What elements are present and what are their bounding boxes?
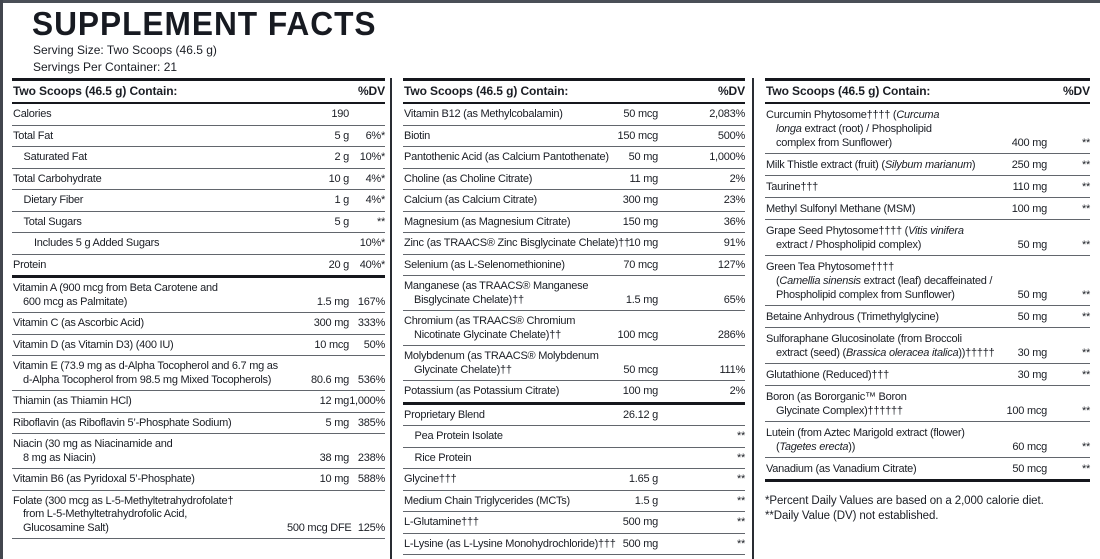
nutrient-dv: 10%* [359, 151, 385, 163]
nutrient-dv: ** [1081, 158, 1090, 171]
nutrient-dv: 2,083% [709, 108, 745, 120]
nutrient-amount: 50 mcg [623, 108, 658, 120]
nutrient-row [12, 104, 385, 126]
nutrient-row [12, 469, 385, 491]
nutrient-amount: 11 mg [629, 172, 658, 185]
column-header [403, 78, 745, 104]
nutrient-row [403, 255, 745, 277]
nutrient-name: Grape Seed Phytosome†††† (Vitis vinifera extract / Phospholipid complex) [766, 225, 964, 251]
nutrient-row [765, 104, 1090, 154]
nutrient-name: Selenium (as L-Selenomethionine) [404, 258, 565, 271]
nutrient-amount: 26.12 g [623, 408, 658, 421]
nutrient-amount: 150 mg [622, 215, 658, 228]
nutrient-amount: 50 mcg [1012, 462, 1047, 475]
nutrient-dv: 385% [357, 416, 385, 429]
nutrient-name: Chromium (as TRAACS® Chromium Nicotinate Glycinate Chelate)†† [404, 315, 576, 341]
nutrient-name: Medium Chain Triglycerides (MCTs) [404, 494, 570, 507]
nutrient-row [765, 198, 1090, 220]
nutrient-row [12, 278, 385, 313]
nutrient-dv: 4%* [365, 194, 385, 206]
nutrient-amount: 190 [331, 108, 349, 120]
nutrient-amount: 1.5 g [634, 494, 658, 507]
nutrient-row [403, 126, 745, 148]
nutrient-dv: ** [1081, 238, 1090, 251]
nutrient-name: Milk Thistle extract (fruit) (Silybum marianum) [766, 159, 976, 171]
nutrient-name: Vanadium (as Vanadium Citrate) [766, 463, 917, 475]
nutrient-amount: 100 mcg [617, 328, 658, 341]
nutrient-amount: 5 g [334, 215, 349, 228]
nutrient-name: L-Glutamine††† [404, 516, 479, 528]
nutrient-name: Taurine††† [766, 181, 818, 193]
nutrient-dv: 1,000% [709, 151, 745, 163]
nutrient-row [12, 255, 385, 279]
nutrient-row [765, 176, 1090, 198]
nutrient-row [12, 126, 385, 148]
nutrient-dv: ** [736, 451, 745, 464]
nutrient-amount: 80.6 mg [311, 373, 349, 386]
footnotes [765, 494, 1090, 524]
nutrient-name: Saturated Fat [23, 151, 87, 163]
dv-label: %DV [1062, 84, 1090, 98]
nutrient-dv: 50% [363, 338, 385, 351]
nutrient-dv: 500% [717, 129, 745, 142]
nutrient-dv: 65% [723, 293, 745, 306]
nutrient-amount: 500 mg [622, 516, 658, 528]
nutrient-dv: 2% [729, 172, 745, 185]
nutrient-amount: 50 mg [1017, 288, 1047, 301]
nutrient-name: Riboflavin (as Riboflavin 5’-Phosphate Sodium) [13, 416, 232, 429]
nutrient-amount: 30 mg [1017, 368, 1047, 381]
nutrient-dv: 4%* [365, 172, 385, 185]
nutrient-dv: ** [1081, 404, 1090, 417]
nutrient-dv: 2% [729, 385, 745, 397]
nutrient-amount: 400 mg [1011, 136, 1047, 149]
footnote-dv-basis: *Percent Daily Values are based on a 2,000 calorie diet. [765, 495, 1044, 507]
nutrient-row [12, 491, 385, 540]
nutrient-name: Niacin (30 mg as Niacinamide and 8 mg as Niacin) [13, 438, 173, 464]
nutrient-amount: 10 mcg [314, 338, 349, 351]
nutrient-amount: 50 mg [628, 151, 658, 163]
nutrient-name: L-Lysine (as L-Lysine Monohydrochloride)††† [404, 537, 616, 550]
nutrient-row [765, 220, 1090, 256]
nutrient-amount: 300 mg [622, 194, 658, 206]
nutrient-dv: ** [1081, 136, 1090, 149]
nutrient-name: Green Tea Phytosome†††† (Camellia sinensis extract (leaf) decaffeinated / Phospholipid complex from Sunflower) [766, 261, 993, 301]
facts-column-1 [12, 78, 385, 539]
nutrient-name: Potassium (as Potassium Citrate) [404, 385, 560, 397]
nutrient-dv: 23% [723, 194, 745, 206]
nutrient-name: Folate (300 mcg as L-5-Methyltetrahydrofolate† from L-5-Methyltetrahydrofolic Acid, Glucosamine Salt) [13, 494, 234, 534]
column-header [12, 78, 385, 104]
nutrient-dv: ** [736, 430, 745, 442]
nutrient-name: Magnesium (as Magnesium Citrate) [404, 215, 571, 228]
column-header [765, 78, 1090, 104]
nutrient-row [403, 534, 745, 556]
nutrient-dv: 536% [357, 373, 385, 386]
servings-per-container-text: Servings Per Container: 21 [33, 60, 178, 74]
nutrient-name: Includes 5 g Added Sugars [34, 237, 160, 249]
nutrient-dv: 36% [723, 215, 745, 228]
nutrient-row [765, 154, 1090, 176]
nutrient-row [12, 391, 385, 413]
nutrient-row [12, 413, 385, 435]
nutrient-amount: 500 mg [622, 537, 658, 550]
nutrient-name: Calcium (as Calcium Citrate) [404, 194, 537, 206]
nutrient-row [403, 405, 745, 427]
nutrient-amount: 10 mg [628, 237, 658, 249]
nutrient-amount: 500 mcg DFE [287, 521, 352, 534]
nutrient-amount: 1 g [334, 194, 349, 206]
nutrient-name: Pantothenic Acid (as Calcium Pantothenate) [404, 151, 609, 163]
nutrient-name: Calories [13, 108, 52, 120]
nutrient-dv: ** [1081, 310, 1090, 323]
nutrient-dv: 111% [719, 363, 745, 376]
nutrient-name: Protein [13, 258, 47, 271]
contain-label: Two Scoops (46.5 g) Contain: [404, 84, 569, 98]
dv-label: %DV [357, 84, 385, 98]
nutrient-dv: ** [736, 537, 745, 550]
nutrient-row [403, 147, 745, 169]
nutrient-name: Manganese (as TRAACS® Manganese Bisglycinate Chelate)†† [404, 280, 589, 306]
nutrient-dv: 127% [717, 258, 745, 271]
nutrient-dv: ** [1081, 288, 1090, 301]
dv-label: %DV [717, 84, 745, 98]
nutrient-name: Vitamin B6 (as Pyridoxal 5’-Phosphate) [13, 473, 195, 485]
nutrient-row [403, 426, 745, 448]
nutrient-amount: 30 mg [1017, 346, 1047, 359]
nutrient-row [765, 256, 1090, 306]
nutrient-row [765, 422, 1090, 458]
nutrient-amount: 2 g [334, 151, 349, 163]
nutrient-row [403, 104, 745, 126]
nutrient-row [12, 434, 385, 469]
nutrient-name: Molybdenum (as TRAACS® Molybdenum Glycinate Chelate)†† [404, 350, 599, 376]
nutrient-dv: 10%* [359, 237, 385, 249]
nutrient-amount: 10 g [328, 172, 349, 185]
nutrient-row [403, 448, 745, 470]
nutrient-name: Total Sugars [23, 215, 82, 228]
nutrient-name: Betaine Anhydrous (Trimethylglycine) [766, 311, 939, 323]
nutrient-name: Zinc (as TRAACS® Zinc Bisglycinate Chelate)†† [404, 237, 630, 249]
nutrient-name: Biotin [404, 129, 431, 142]
nutrient-amount: 5 g [334, 129, 349, 142]
nutrient-name: Glycine††† [404, 473, 457, 485]
nutrient-row [765, 386, 1090, 422]
nutrient-dv: 333% [357, 317, 385, 329]
nutrient-amount: 50 mcg [623, 363, 658, 376]
nutrient-amount: 5 mg [325, 416, 349, 429]
nutrient-row [403, 233, 745, 255]
nutrient-dv: 40%* [359, 258, 385, 271]
nutrient-name: Vitamin B12 (as Methylcobalamin) [404, 108, 563, 120]
nutrient-name: Sulforaphane Glucosinolate (from Broccoli extract (seed) (Brassica oleracea italica))††††† [766, 333, 995, 359]
nutrient-row [765, 458, 1090, 482]
nutrient-row [403, 212, 745, 234]
nutrient-row [12, 313, 385, 335]
nutrient-amount: 1.65 g [628, 473, 658, 485]
nutrient-row [403, 190, 745, 212]
nutrient-dv: 167% [357, 295, 385, 308]
nutrient-dv: ** [1081, 202, 1090, 215]
footnote-dv-not-established: **Daily Value (DV) not established. [765, 510, 939, 522]
nutrient-amount: 10 mg [319, 473, 349, 485]
nutrient-dv: ** [736, 494, 745, 507]
nutrient-name: Boron (as Bororganic™ Boron Glycinate Complex)†††††† [766, 391, 907, 417]
nutrient-name: Total Carbohydrate [13, 172, 102, 185]
nutrient-dv: 91% [723, 237, 745, 249]
nutrient-name: Choline (as Choline Citrate) [404, 172, 533, 185]
nutrient-dv: 588% [357, 473, 385, 485]
nutrient-row [403, 491, 745, 513]
nutrient-row [765, 328, 1090, 364]
nutrient-name: Proprietary Blend [404, 408, 485, 421]
nutrient-dv: ** [376, 215, 385, 228]
nutrient-name: Pea Protein Isolate [414, 430, 503, 442]
nutrient-row [12, 212, 385, 234]
nutrient-row [12, 335, 385, 357]
nutrient-amount: 50 mg [1017, 238, 1047, 251]
left-edge-divider [0, 0, 3, 559]
nutrient-row [403, 469, 745, 491]
nutrient-row [12, 169, 385, 191]
nutrient-name: Methyl Sulfonyl Methane (MSM) [766, 203, 916, 215]
rows [765, 104, 1090, 482]
nutrient-amount: 60 mcg [1012, 440, 1047, 453]
nutrient-dv: 238% [357, 451, 385, 464]
nutrient-name: Dietary Fiber [23, 194, 84, 206]
nutrient-name: Vitamin A (900 mcg from Beta Carotene and 600 mcg as Palmitate) [13, 282, 218, 308]
rows [403, 104, 745, 555]
nutrient-amount: 20 g [328, 258, 349, 271]
facts-column-2 [403, 78, 745, 555]
nutrient-row [12, 356, 385, 391]
nutrient-dv: 1,000% [349, 395, 385, 407]
nutrient-row [403, 512, 745, 534]
nutrient-dv: ** [1081, 180, 1090, 193]
nutrient-name: Vitamin C (as Ascorbic Acid) [13, 317, 144, 329]
nutrient-row [403, 346, 745, 381]
nutrient-row [12, 147, 385, 169]
nutrient-amount: 38 mg [319, 451, 349, 464]
nutrient-amount: 1.5 mg [625, 293, 658, 306]
rows [12, 104, 385, 539]
nutrient-row [403, 381, 745, 405]
nutrient-dv: ** [1081, 440, 1090, 453]
nutrient-dv: ** [736, 473, 745, 485]
nutrient-name: Vitamin D (as Vitamin D3) (400 IU) [13, 338, 174, 351]
nutrient-row [12, 233, 385, 255]
nutrient-name: Total Fat [13, 129, 53, 142]
nutrient-amount: 50 mg [1017, 310, 1047, 323]
nutrient-dv: 6%* [365, 129, 385, 142]
nutrient-amount: 70 mcg [623, 258, 658, 271]
page-title: SUPPLEMENT FACTS [32, 5, 377, 42]
nutrient-dv: ** [1081, 462, 1090, 475]
nutrient-amount: 300 mg [313, 317, 349, 329]
contain-label: Two Scoops (46.5 g) Contain: [13, 84, 178, 98]
top-edge-divider [0, 0, 1100, 3]
serving-size-text: Serving Size: Two Scoops (46.5 g) [33, 43, 217, 57]
nutrient-dv: 125% [357, 521, 385, 534]
column-divider-1 [390, 78, 392, 559]
nutrient-name: Vitamin E (73.9 mg as d-Alpha Tocopherol and 6.7 mg as d-Alpha Tocopherol from 98.5 mg Mixed Tocopherols) [13, 360, 278, 386]
nutrient-row [403, 169, 745, 191]
nutrient-name: Thiamin (as Thiamin HCl) [13, 395, 132, 407]
nutrient-amount: 100 mg [622, 385, 658, 397]
nutrient-dv: ** [736, 516, 745, 528]
nutrient-amount: 100 mg [1011, 202, 1047, 215]
nutrient-amount: 250 mg [1011, 158, 1047, 171]
column-divider-2 [752, 78, 754, 559]
nutrient-dv: 286% [717, 328, 745, 341]
nutrient-amount: 110 mg [1012, 180, 1047, 193]
nutrient-row [765, 306, 1090, 328]
nutrient-row [765, 364, 1090, 386]
nutrient-amount: 100 mcg [1006, 404, 1047, 417]
nutrient-amount: 12 mg [319, 395, 349, 407]
facts-column-3 [765, 78, 1090, 524]
nutrient-name: Curcumin Phytosome†††† (Curcuma longa extract (root) / Phospholipid complex from Sunflower) [766, 109, 940, 149]
nutrient-dv: ** [1081, 346, 1090, 359]
nutrient-row [403, 311, 745, 346]
nutrient-name: Glutathione (Reduced)††† [766, 369, 890, 381]
nutrient-amount: 1.5 mg [316, 295, 349, 308]
nutrient-row [403, 276, 745, 311]
nutrient-dv: ** [1081, 368, 1090, 381]
nutrient-name: Lutein (from Aztec Marigold extract (flower) (Tagetes erecta)) [766, 427, 965, 453]
nutrient-amount: 150 mcg [617, 129, 658, 142]
contain-label: Two Scoops (46.5 g) Contain: [766, 84, 931, 98]
nutrient-name: Rice Protein [414, 451, 472, 464]
nutrient-row [12, 190, 385, 212]
